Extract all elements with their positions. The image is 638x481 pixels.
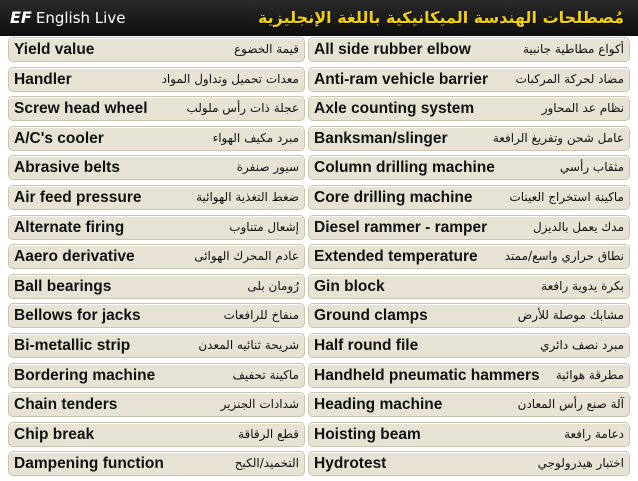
english-term: Screw head wheel xyxy=(14,100,148,118)
arabic-term: ماكينة تحفيف xyxy=(232,367,299,382)
term-row xyxy=(308,185,630,210)
arabic-term: شدادات الجنزير xyxy=(220,397,299,412)
term-row xyxy=(308,303,630,328)
term-row xyxy=(308,215,630,240)
arabic-term: دعامة رافعة xyxy=(564,426,624,441)
term-row xyxy=(8,422,305,447)
term-row xyxy=(8,244,305,269)
english-term: Heading machine xyxy=(314,396,443,414)
left-term-column xyxy=(8,37,305,481)
term-row xyxy=(8,392,305,417)
english-term: Half round file xyxy=(314,336,419,354)
arabic-term: معدات تحميل وتداول المواد xyxy=(161,71,299,86)
english-term: Handheld pneumatic hammers xyxy=(314,366,540,384)
arabic-term: نطاق حراري واسع/ممتد xyxy=(504,249,624,264)
english-term: Hydrotest xyxy=(314,455,387,473)
term-row xyxy=(308,451,630,476)
term-row xyxy=(8,451,305,476)
arabic-term: ماكينة استخراج العينات xyxy=(509,189,624,204)
arabic-term: ضغط التغذية الهوائية xyxy=(196,189,299,204)
arabic-term: رُومان بلى xyxy=(247,278,299,293)
english-term: Hoisting beam xyxy=(314,425,421,443)
term-row xyxy=(308,274,630,299)
arabic-term: شريحة ثنائيه المعدن xyxy=(198,337,299,352)
english-term: Bellows for jacks xyxy=(14,307,141,325)
english-term: Core drilling machine xyxy=(314,188,473,206)
arabic-term: أكواع مطاطية جانبية xyxy=(523,42,624,56)
arabic-term: مطرقة هوائية xyxy=(555,367,624,382)
english-term: Aaero derivative xyxy=(14,248,135,266)
english-term: Air feed pressure xyxy=(14,188,142,206)
term-row xyxy=(8,303,305,328)
arabic-term: مشابك موصلة للأرض xyxy=(517,308,624,323)
english-term: Ball bearings xyxy=(14,277,112,295)
english-term: Chip break xyxy=(14,425,95,443)
english-term: All side rubber elbow xyxy=(314,41,471,58)
arabic-term: مثقاب رأسي xyxy=(559,160,624,175)
arabic-term: سيور صنفرة xyxy=(236,160,299,175)
term-row xyxy=(308,155,630,180)
arabic-term: عامل شحن وتفريغ الرافعة xyxy=(492,130,624,145)
term-row xyxy=(308,363,630,388)
term-row xyxy=(8,67,305,92)
arabic-term: إشعال متناوب xyxy=(229,219,299,234)
arabic-term: منفاخ للرافعات xyxy=(223,308,299,323)
term-row xyxy=(8,37,305,62)
logo-ef: EF xyxy=(10,8,32,27)
english-term: Yield value xyxy=(14,41,95,58)
term-row xyxy=(308,333,630,358)
term-row xyxy=(8,155,305,180)
arabic-term: عجلة ذات رأس ملولب xyxy=(186,101,299,116)
english-term: Bordering machine xyxy=(14,366,156,384)
term-row xyxy=(8,363,305,388)
english-term: A/C's cooler xyxy=(14,129,104,147)
arabic-term: قطع الرقاقة xyxy=(238,426,299,441)
term-row xyxy=(8,126,305,151)
english-term: Diesel rammer - ramper xyxy=(314,218,488,236)
english-term: Axle counting system xyxy=(314,100,475,118)
term-row xyxy=(8,274,305,299)
english-term: Dampening function xyxy=(14,455,164,473)
arabic-term: بكرة يدوية رافعة xyxy=(541,278,624,293)
brand-logo xyxy=(10,7,125,29)
english-term: Alternate firing xyxy=(14,218,125,236)
english-term: Gin block xyxy=(314,277,385,295)
arabic-term: مبرد نصف دائري xyxy=(540,337,624,352)
term-row xyxy=(308,96,630,121)
term-row xyxy=(8,185,305,210)
term-row xyxy=(8,333,305,358)
term-row xyxy=(308,422,630,447)
english-term: Handler xyxy=(14,70,72,88)
term-row xyxy=(8,215,305,240)
english-term: Column drilling machine xyxy=(314,159,495,177)
term-row xyxy=(8,96,305,121)
term-row xyxy=(308,392,630,417)
header-bar xyxy=(0,0,638,36)
english-term: Chain tenders xyxy=(14,396,118,414)
arabic-term: عادم المحرك الهوائى xyxy=(194,249,299,264)
term-row xyxy=(308,126,630,151)
arabic-term: اختبار هيدرولوجي xyxy=(537,456,624,471)
arabic-term: نظام عد المحاور xyxy=(541,101,624,116)
term-row xyxy=(308,67,630,92)
english-term: Extended temperature xyxy=(314,248,478,266)
arabic-term: قيمة الخضوع xyxy=(233,42,299,56)
english-term: Bi-metallic strip xyxy=(14,336,131,354)
arabic-term: مدك يعمل بالديزل xyxy=(532,219,624,234)
arabic-term: آلة صنع رأس المعادن xyxy=(517,397,624,412)
arabic-term: مضاد لحركة المركبات xyxy=(515,71,624,86)
english-term: Abrasive belts xyxy=(14,159,120,177)
page-title: مُصطلحات الهندسة الميكانيكية باللغة الإنجليزية xyxy=(257,8,624,27)
arabic-term: التخميد/الكبح xyxy=(234,456,299,471)
right-term-column xyxy=(308,37,630,481)
english-term: Ground clamps xyxy=(314,307,428,325)
term-row xyxy=(308,244,630,269)
term-row xyxy=(308,37,630,62)
logo-text: English Live xyxy=(35,9,126,27)
arabic-term: مبرد مكيف الهواء xyxy=(212,130,299,145)
english-term: Anti-ram vehicle barrier xyxy=(314,70,489,88)
english-term: Banksman/slinger xyxy=(314,129,448,147)
